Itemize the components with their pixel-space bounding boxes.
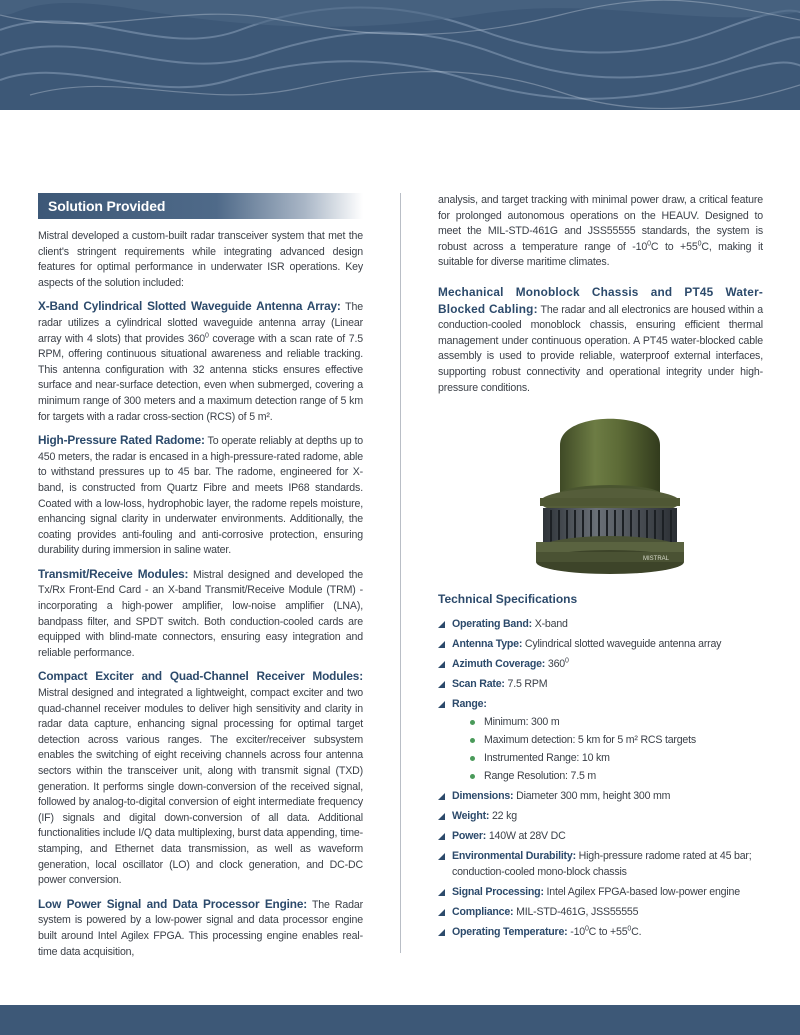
dot-bullet-icon [470,720,475,725]
spec-value: 140W at 28V DC [486,830,566,842]
range-sublist [452,714,768,784]
block-chassis [438,285,763,396]
spec-label: Range: [452,698,487,710]
spec-value: Cylindrical slotted waveguide antenna array [522,638,722,650]
block-exciter-title: Compact Exciter and Quad-Channel Receiver Modules: [38,669,363,684]
radar-product-image [515,400,705,590]
dot-bullet-icon [470,774,475,779]
continued-text-c: C, making it suitable for diverse maritime climates. [438,240,763,269]
degree-sup-2: 0 [697,240,702,248]
spec-item [438,676,768,692]
block-radome-title: High-Pressure Rated Radome: [38,433,205,448]
triangle-bullet-icon [438,909,445,916]
wave-pattern [0,0,800,110]
section-title: Solution Provided [38,193,363,219]
range-text: Maximum detection: 5 km for 5 m² RCS targets [484,734,696,746]
block-exciter [38,669,363,888]
header-banner [0,0,800,110]
spec-label: Antenna Type: [452,638,523,650]
block-radome [38,433,363,559]
degree-sup: 0 [564,657,569,665]
spec-value: High-pressure radome rated at 45 bar; conduction-cooled mono-block chassis [452,850,752,878]
degree-sup: 0 [627,925,632,933]
range-item [470,714,768,730]
spec-item [438,828,768,844]
block-chassis-text: The radar and all electronics are housed within a conduction-cooled monoblock chassis, ensuring efficient thermal management under continuous operation. A PT45 water-blocked cable assembly is used to provide reliable, waterproof external interfaces, supporting robust connectivity and operational integrity under high-pressure conditions. [438,303,763,394]
range-item [470,732,768,748]
block-trm-text: Mistral designed and developed the Tx/Rx Front-End Card - an X-band Transmit/Receive Module (TRM) - incorporating a high-power amplifier, low-noise amplifier (LNA), bandpass filter, and SPDT switch. Both conduction-cooled cards are equipped with blind-mate connectors, ensuring easy integration and reliable performance. [38,568,363,659]
degree-sup: 0 [584,925,589,933]
spec-label: Scan Rate: [452,678,505,690]
spec-item [438,884,768,900]
block-antenna-title: X-Band Cylindrical Slotted Waveguide Antenna Array: [38,299,341,314]
specs-list [438,616,768,944]
spec-value: Intel Agilex FPGA-based low-power engine [543,886,740,898]
spec-label: Compliance: [452,906,514,918]
continued-text-a: analysis, and target tracking with minimal power draw, a critical feature for prolonged autonomous operations on the HEAUV. Designed to meet the MIL-STD-461G and JSS55555 standards, the system is robust across a temperature range of -10 [438,194,763,253]
spec-value: Diameter 300 mm, height 300 mm [513,790,671,802]
spec-item [438,904,768,920]
spec-label: Weight: [452,810,490,822]
continued-paragraph [438,193,763,271]
block-antenna-text-a: The radar utilizes a cylindrical slotted waveguide antenna array (Linear array with 4 slots) that provides 360 [38,301,363,345]
dot-bullet-icon [470,738,475,743]
triangle-bullet-icon [438,661,445,668]
block-processor [38,897,363,960]
range-text: Minimum: 300 m [484,716,560,728]
triangle-bullet-icon [438,833,445,840]
triangle-bullet-icon [438,889,445,896]
spec-label: Operating Temperature: [452,926,568,938]
product-brand-label: MISTRAL [643,556,670,562]
triangle-bullet-icon [438,641,445,648]
spec-label: Azimuth Coverage: [452,658,546,670]
spec-label: Operating Band: [452,618,532,630]
spec-item [438,788,768,804]
block-chassis-title: Mechanical Monoblock Chassis and PT45 Water-Blocked Cabling: [438,284,763,316]
spec-value: MIL-STD-461G, JSS55555 [513,906,639,918]
block-antenna [38,299,363,425]
block-trm [38,567,363,662]
spec-value: C to +55 [588,926,628,938]
spec-item-range [438,696,768,784]
range-item [470,768,768,784]
range-item [470,750,768,766]
spec-value: X-band [532,618,568,630]
triangle-bullet-icon [438,813,445,820]
spec-label: Dimensions: [452,790,514,802]
block-antenna-text-b: coverage with a scan rate of 7.5 RPM, offering continuous situational awareness and reliable tracking. This antenna configuration with 32 antenna sticks ensures effective surface and near-surface detection, even when submerged, covering a minimum range of 300 meters and a maximum detection range of 5 km for targets with a radar cross-section (RCS) of 5 m². [38,332,363,423]
specs-title: Technical Specifications [438,592,578,606]
range-text: Range Resolution: 7.5 m [484,770,596,782]
spec-item [438,924,768,940]
spec-value: C. [631,926,642,938]
right-column [438,193,763,404]
spec-value: 7.5 RPM [504,678,548,690]
block-trm-title: Transmit/Receive Modules: [38,566,189,581]
spec-value: 360 [545,658,565,670]
block-exciter-text: Mistral designed and integrated a lightweight, compact exciter and two quad-channel receiver modules to deliver high sensitivity and clarity in radar data capture, enhancing signal processing for optimal target detection across various ranges. The exciter/receiver subsystem enables the switching of eight receiving channels across four antenna sectors within the transceiver unit, along with transmit signal (TXD) generation. It performs single down-conversion of the received signal, followed by analog-to-digital conversion of eight intermediate frequency (IF) signals and digital down-conversion of all data. Additional functionalities include I/Q data multiplexing, burst data appending, time-stamping, and Ethernet data transmission, as well as waveform generation, local oscillator (LO) and clock generation, and DC-DC power conversion. [38,687,363,887]
continued-text-b: C to +55 [650,240,698,253]
triangle-bullet-icon [438,793,445,800]
dot-bullet-icon [470,756,475,761]
range-text: Instrumented Range: 10 km [484,752,610,764]
spec-item [438,636,768,652]
intro-paragraph: Mistral developed a custom-built radar transceiver system that met the client's stringent requirements while integrating advanced design features for optimal performance in underwater ISR operations. Key aspects of the solution included: [38,230,363,289]
spec-value: 22 kg [489,810,517,822]
triangle-bullet-icon [438,681,445,688]
left-column [38,193,363,968]
spec-item [438,616,768,632]
spec-label: Environmental Durability: [452,850,576,862]
spec-value: -10 [567,926,585,938]
spec-label: Signal Processing: [452,886,544,898]
block-radome-text: To operate reliably at depths up to 450 meters, the radar is encased in a high-pressure-rated radome, able to withstand pressures up to 45 bar. The radome, engineered for X-band, is constructed from Quartz Fibre and meets IP68 standards. Coated with a low-loss, hydrophobic layer, the radome repels moisture, enhancing signal clarity in underwater environments. Additionally, the coating provides anti-fouling and anti-corrosive protection, ensuring durability during immersion in saline water. [38,435,364,557]
triangle-bullet-icon [438,701,445,708]
block-processor-title: Low Power Signal and Data Processor Engine: [38,896,308,911]
degree-sup-1: 0 [647,240,651,248]
spec-item [438,656,768,672]
triangle-bullet-icon [438,621,445,628]
footer-bar [0,1005,800,1035]
block-processor-text: The Radar system is powered by a low-power signal and data processor engine built around Intel Agilex FPGA. This processing engine enables real-time data acquisition, [38,898,363,958]
spec-item [438,808,768,824]
block-antenna-degree: 0 [204,332,209,340]
column-divider [400,193,401,953]
spec-label: Power: [452,830,487,842]
triangle-bullet-icon [438,929,445,936]
triangle-bullet-icon [438,853,445,860]
spec-item [438,848,768,880]
